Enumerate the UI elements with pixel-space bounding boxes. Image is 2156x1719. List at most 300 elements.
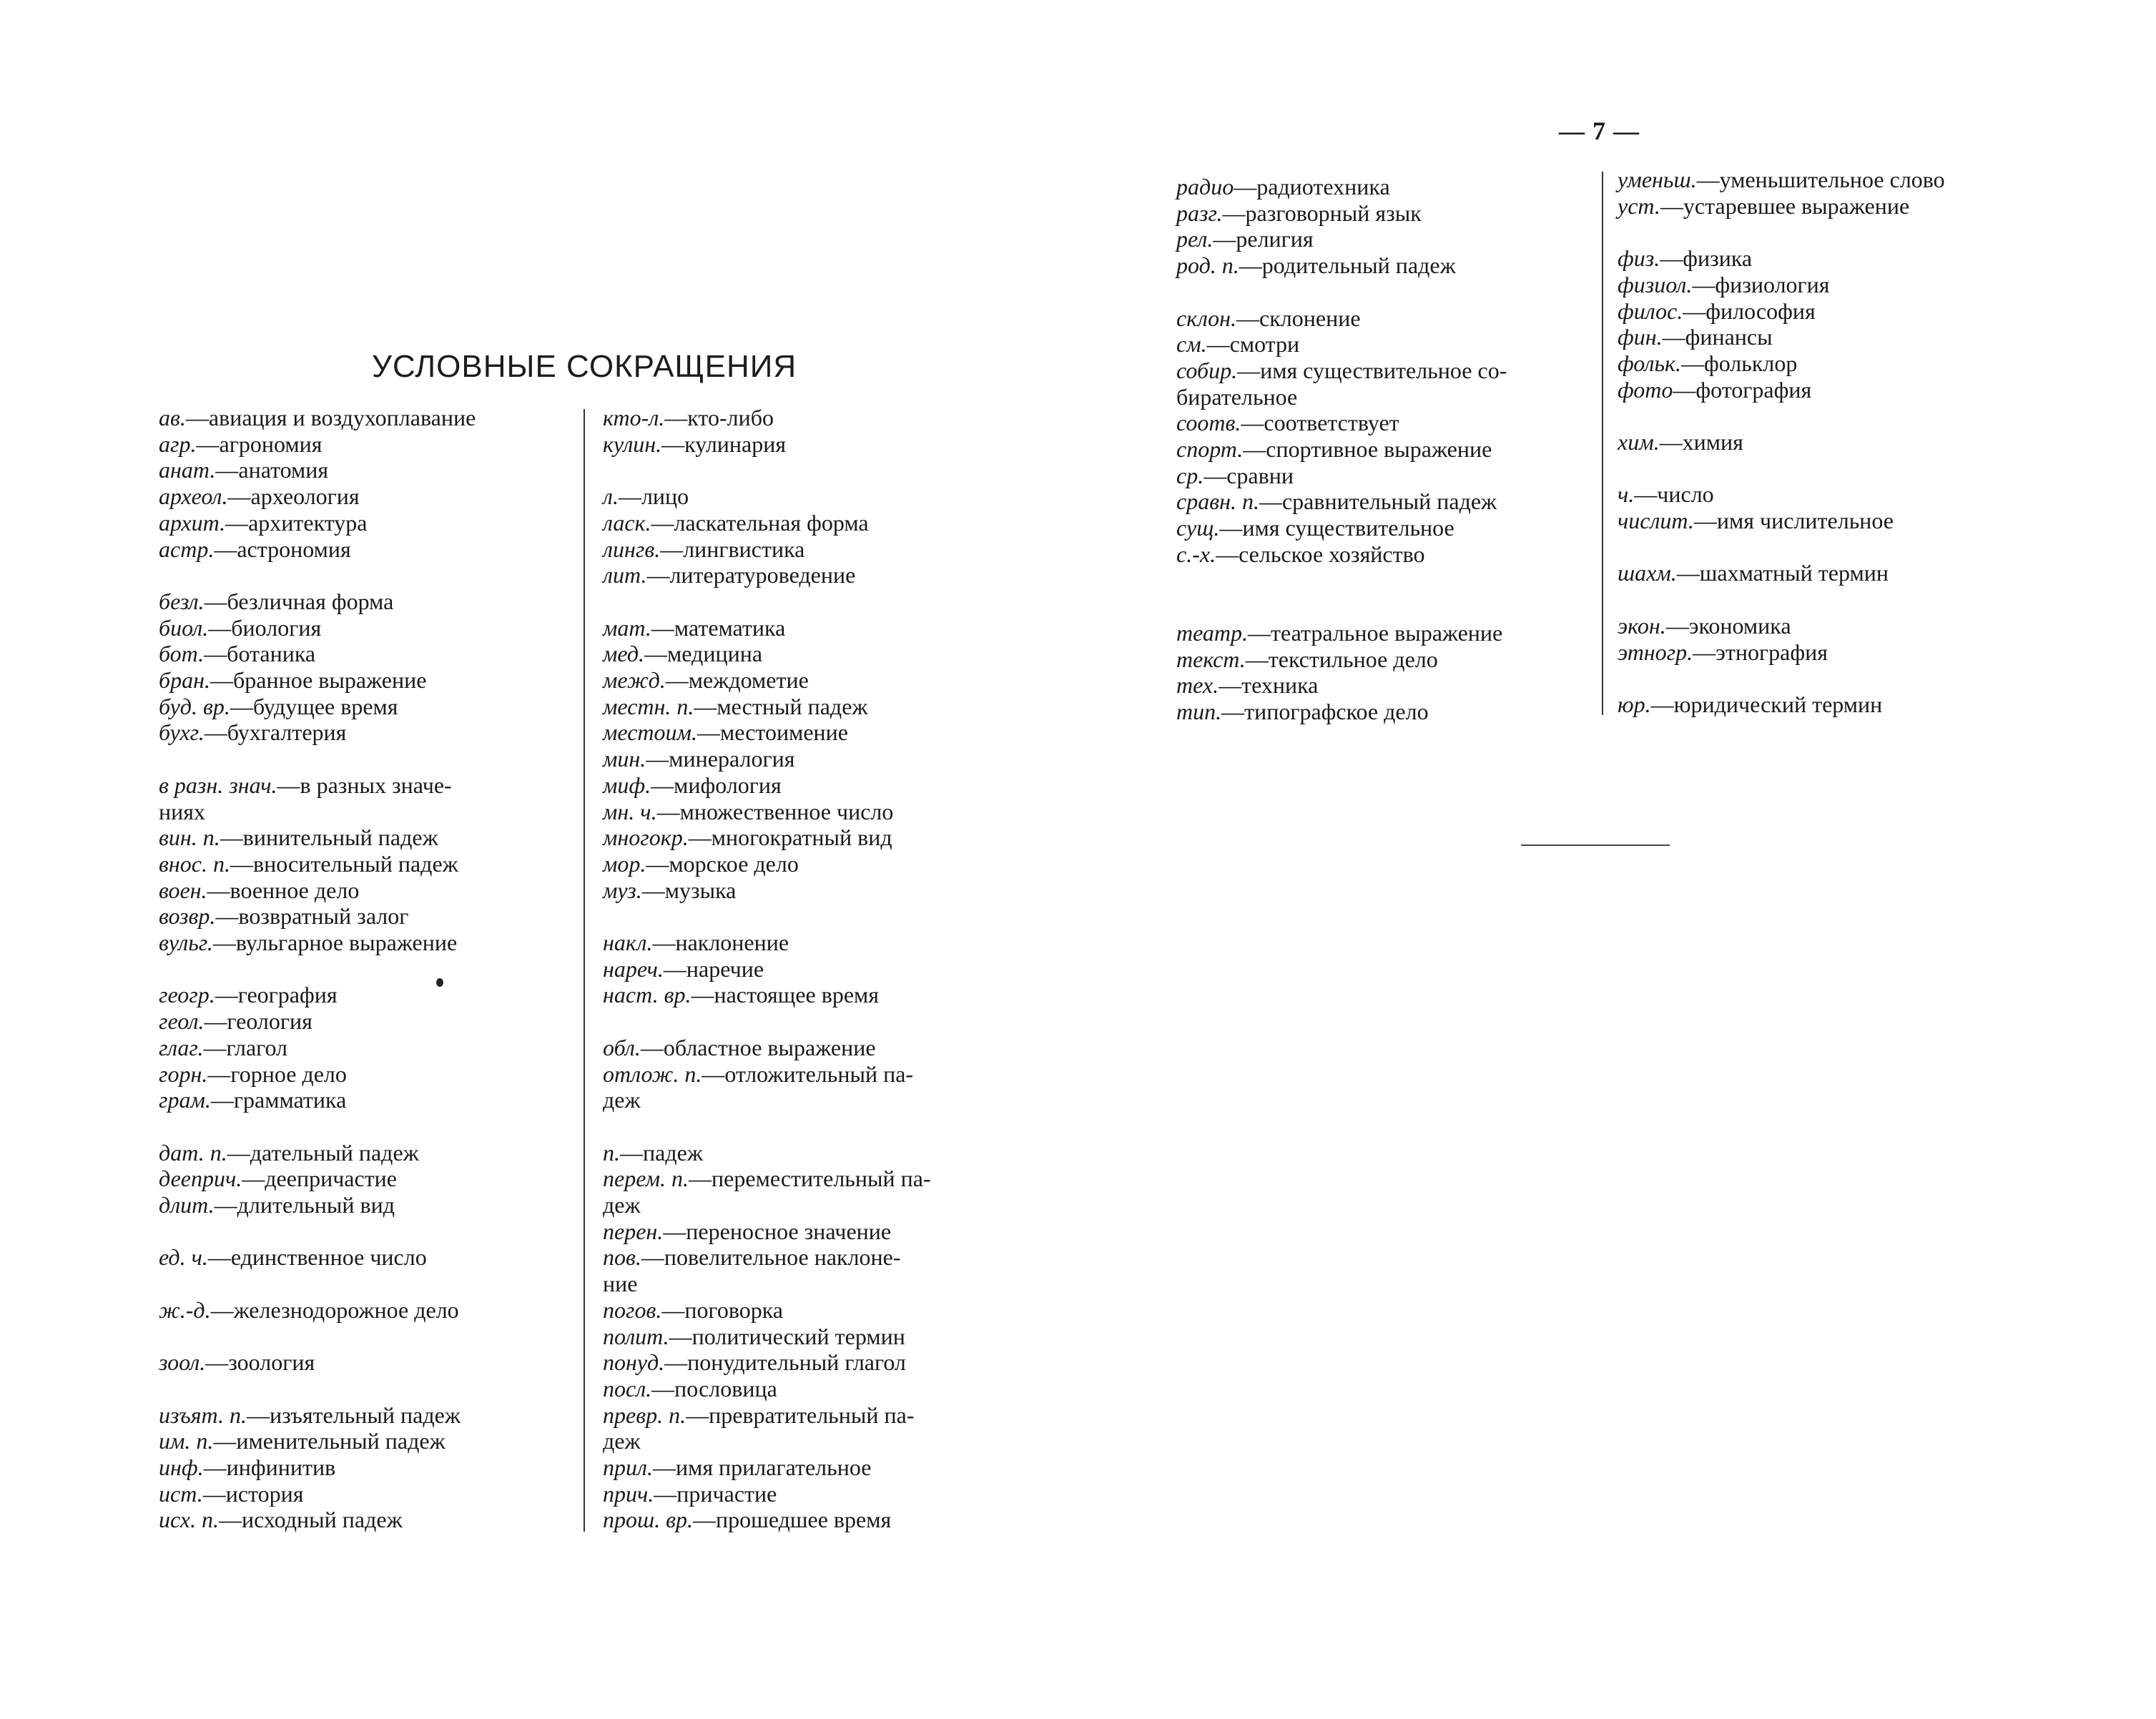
abbreviation-entry [159, 1402, 476, 1429]
abbreviation: мат. [603, 614, 651, 641]
definition: —лицо [618, 483, 689, 510]
definition: —астрономия [214, 536, 351, 562]
definition: —физиология [1692, 271, 1830, 297]
abbreviation: фольк. [1618, 350, 1681, 376]
entry-gap [159, 1113, 476, 1140]
abbreviation: местоим. [603, 719, 697, 746]
abbreviation-entry [603, 1061, 931, 1088]
definition: —литературоведение [646, 562, 856, 588]
abbreviation-entry [159, 1297, 476, 1324]
abbreviation: лингв. [603, 536, 661, 562]
definition: —история [202, 1480, 304, 1507]
abbreviation: биол. [159, 614, 209, 641]
abbreviation-entry [159, 799, 476, 825]
abbreviation: ч. [1618, 481, 1635, 508]
abbreviation: юр. [1618, 691, 1651, 717]
definition: —морское дело [646, 850, 799, 877]
abbreviation: посл. [603, 1375, 652, 1402]
definition: —авиация и воздухоплавание [185, 405, 476, 430]
abbreviation-entry [603, 851, 931, 877]
abbreviation: шахм. [1618, 560, 1677, 586]
abbreviation-entry [603, 799, 931, 825]
definition: —экономика [1665, 612, 1791, 639]
abbreviation-entry [603, 405, 931, 431]
abbreviation-entry [603, 510, 931, 536]
definition: —бранное выражение [210, 667, 427, 694]
abbreviation-entry [1618, 272, 1945, 298]
abbreviation: п. [603, 1139, 620, 1166]
abbreviation: перем. п. [603, 1166, 689, 1192]
abbreviation-entry [1618, 429, 1945, 455]
abbreviation: бухг. [159, 719, 205, 746]
abbreviation-entry [603, 1402, 931, 1429]
definition: —биология [208, 614, 322, 641]
abbreviation-entry [1176, 488, 1507, 515]
abbreviation: вульг. [159, 930, 213, 956]
abbreviation: внос. п. [159, 850, 230, 877]
definition: —изъятельный падеж [247, 1402, 461, 1428]
abbreviation: этногр. [1618, 639, 1693, 665]
abbreviation-entry [159, 930, 476, 956]
abbreviation: вин. п. [159, 824, 220, 851]
abbreviation: понуд. [603, 1349, 665, 1376]
abbreviation-entry [159, 1140, 476, 1166]
definition: —медицина [644, 641, 763, 667]
definition: —число [1634, 481, 1714, 508]
definition: —химия [1659, 429, 1743, 455]
abbreviation-entry [159, 1061, 476, 1088]
definition: —в разных значе- [277, 772, 452, 798]
definition: —сельское хозяйство [1216, 541, 1425, 567]
definition: —причастие [654, 1480, 777, 1507]
abbreviation: театр. [1176, 619, 1248, 646]
abbreviation-entry [1618, 639, 1945, 666]
entry-gap [603, 588, 931, 615]
definition: —горное дело [207, 1060, 347, 1087]
definition: —превратительный па- [686, 1402, 915, 1428]
abbreviation: астр. [159, 536, 215, 562]
definition: —фольклор [1680, 350, 1798, 376]
abbreviation: мед. [603, 641, 645, 667]
definition: деж [603, 1428, 641, 1454]
definition: —шахматный термин [1676, 560, 1889, 586]
abbreviation-entry [1618, 691, 1945, 718]
abbreviation: отлож. п. [603, 1060, 702, 1087]
abbreviation-entry [1176, 305, 1507, 332]
abbreviation: местн. п. [603, 693, 694, 719]
abbreviation-entry [159, 903, 476, 930]
definition: —переместительный па- [689, 1166, 931, 1192]
abbreviation: бран. [159, 667, 210, 694]
abbreviation: прич. [603, 1480, 654, 1507]
definition: —наречие [663, 955, 764, 982]
definition: —религия [1213, 226, 1314, 252]
definition: —глагол [203, 1034, 288, 1060]
abbreviation-entry [1176, 384, 1507, 410]
abbreviation: дееприч. [159, 1166, 242, 1192]
definition: —радиотехника [1234, 174, 1390, 200]
entry-gap [1618, 534, 1945, 561]
definition: —уменьшительное слово [1696, 167, 1945, 192]
abbreviation: сущ. [1176, 515, 1220, 541]
abbreviation: разг. [1176, 200, 1223, 226]
abbreviation-entry [603, 1507, 931, 1533]
column-divider-right [1602, 172, 1603, 715]
abbreviation: муз. [603, 877, 642, 903]
abbreviation: род. п. [1176, 252, 1239, 279]
abbreviation-entry [603, 1192, 931, 1218]
abbreviation-entry [603, 982, 931, 1008]
abbreviation-entry [1618, 481, 1945, 508]
abbreviation: воен. [159, 877, 207, 903]
definition: —ласкательная форма [651, 509, 869, 536]
abbreviation-entry [603, 641, 931, 667]
abbreviation-entry [159, 457, 476, 483]
abbreviation-entry [603, 877, 931, 904]
abbreviation-entry [159, 772, 476, 799]
abbreviation-entry [159, 588, 476, 615]
definition: —мифология [651, 772, 782, 798]
abbreviation: сравн. п. [1176, 488, 1259, 515]
abbreviation: экон. [1618, 612, 1666, 639]
abbreviation-entry [159, 615, 476, 641]
definition: —текстильное дело [1245, 646, 1438, 672]
abbreviation-entry [603, 1376, 931, 1402]
abbreviation: хим. [1618, 429, 1660, 455]
entry-gap [1176, 593, 1507, 620]
abbreviation: ист. [159, 1480, 203, 1507]
abbreviation-entry [159, 1507, 476, 1533]
abbreviation: уст. [1618, 192, 1660, 219]
end-rule [1521, 844, 1670, 846]
column-divider-left [584, 409, 585, 1532]
abbreviation-entry [603, 1087, 931, 1113]
entry-gap [1618, 403, 1945, 429]
print-speck [436, 978, 443, 987]
abbreviation: длит. [159, 1192, 215, 1218]
definition: —дательный падеж [227, 1139, 419, 1166]
abbreviation-entry [1176, 174, 1507, 200]
abbreviation-entry [159, 431, 476, 458]
abbreviation: миф. [603, 772, 651, 798]
abbreviation-entry [159, 1192, 476, 1218]
definition: —минералогия [646, 746, 795, 772]
definition: —винительный падеж [220, 824, 438, 851]
abbreviation: горн. [159, 1060, 208, 1087]
abbreviation-entry [159, 1349, 476, 1376]
abbreviation: накл. [603, 930, 653, 956]
abbreviation: агр. [159, 430, 197, 457]
definition: —сравни [1203, 462, 1294, 488]
abbreviation: текст. [1176, 646, 1246, 672]
definition: —переносное значение [663, 1218, 892, 1244]
abbreviation: архит. [159, 509, 226, 536]
definition: —техника [1219, 672, 1319, 699]
definition: —философия [1683, 297, 1816, 324]
abbreviation: межд. [603, 667, 666, 693]
abbreviation: ж.-д. [159, 1296, 211, 1323]
abbreviation-entry [159, 851, 476, 877]
definition: —агрономия [196, 430, 323, 457]
abbreviation-entry [1618, 377, 1945, 403]
abbreviation-entry [1176, 358, 1507, 384]
entry-gap [1176, 568, 1507, 594]
abbreviation: буд. вр. [159, 693, 230, 719]
abbreviation-entry [159, 982, 476, 1008]
abbreviation: превр. п. [603, 1402, 686, 1428]
abbreviation-entry [159, 667, 476, 694]
abbreviation-entry [1618, 167, 1945, 193]
definition: —юридический термин [1650, 691, 1883, 717]
definition: —понудительный глагол [664, 1349, 906, 1376]
abbreviation: с.-х. [1176, 541, 1216, 567]
definition: —математика [651, 614, 786, 641]
abbreviations-column-3 [1176, 174, 1507, 725]
abbreviation: тех. [1176, 672, 1219, 699]
abbreviation-entry [603, 1428, 931, 1454]
abbreviation-entry [603, 1035, 931, 1061]
abbreviation-entry [1176, 252, 1507, 279]
abbreviation-entry [159, 641, 476, 667]
definition: —падеж [620, 1139, 703, 1166]
definition: —физика [1660, 245, 1753, 272]
definition: ниях [159, 798, 205, 824]
abbreviation-entry [603, 1218, 931, 1245]
definition: —возвратный залог [215, 903, 409, 930]
entry-gap [159, 746, 476, 772]
abbreviation-entry [1618, 193, 1945, 220]
abbreviation: фин. [1618, 324, 1663, 350]
definition: —вносительный падеж [230, 850, 458, 877]
definition: —повелительное наклоне- [641, 1244, 901, 1271]
entry-gap [159, 562, 476, 588]
definition: —железнодорожное дело [210, 1296, 459, 1323]
definition: —наклонение [652, 930, 789, 956]
abbreviation-entry [159, 1166, 476, 1192]
entry-gap [159, 956, 476, 982]
definition: —театральное выражение [1248, 619, 1503, 646]
abbreviation: анат. [159, 457, 216, 483]
entry-gap [159, 1324, 476, 1350]
abbreviation: спорт. [1176, 436, 1244, 463]
abbreviation-entry [1618, 245, 1945, 272]
definition: —имя числительное [1693, 508, 1894, 534]
abbreviation: уменьш. [1618, 167, 1697, 192]
entry-gap [1618, 586, 1945, 613]
abbreviation-entry [603, 1324, 931, 1350]
definition: —ботаника [204, 641, 316, 667]
abbreviation-entry [603, 772, 931, 799]
abbreviation-entry [603, 956, 931, 982]
definition: —междометие [665, 667, 809, 693]
abbreviation: безл. [159, 588, 205, 614]
entry-gap [1618, 455, 1945, 482]
definition: —политический термин [669, 1323, 905, 1349]
definition: —разговорный язык [1222, 200, 1422, 226]
abbreviation: обл. [603, 1034, 641, 1060]
definition: —имя прилагательное [652, 1454, 872, 1481]
abbreviation-entry [1176, 226, 1507, 252]
abbreviation-entry [603, 1244, 931, 1271]
abbreviation-entry [603, 1481, 931, 1507]
abbreviation-entry [159, 719, 476, 746]
definition: —геология [204, 1008, 312, 1035]
definition: —именительный падеж [213, 1428, 446, 1454]
abbreviation: ласк. [603, 509, 651, 536]
definition: —вульгарное выражение [212, 930, 458, 956]
abbreviations-column-1 [159, 405, 476, 1533]
abbreviation: фото [1618, 376, 1673, 403]
abbreviation: числит. [1618, 508, 1694, 534]
abbreviation-entry [1176, 646, 1507, 673]
abbreviation-entry [603, 719, 931, 746]
abbreviation: возвр. [159, 903, 216, 930]
abbreviation-entry [603, 1140, 931, 1166]
abbreviation-entry [159, 824, 476, 851]
definition: —соответствует [1241, 410, 1399, 436]
abbreviation-entry [603, 536, 931, 563]
definition: —множественное число [656, 798, 894, 824]
abbreviation-entry [1176, 541, 1507, 568]
definition: деж [603, 1192, 641, 1218]
definition: —многократный вид [688, 824, 892, 851]
definition: —устаревшее выражение [1660, 192, 1910, 219]
abbreviation: см. [1176, 331, 1207, 358]
abbreviation-entry [159, 510, 476, 536]
definition: —фотография [1673, 376, 1812, 403]
definition: —поговорка [661, 1296, 783, 1323]
definition: —этнография [1693, 639, 1828, 665]
abbreviation: инф. [159, 1454, 204, 1480]
definition: —смотри [1206, 331, 1300, 358]
abbreviation-entry [159, 405, 476, 431]
abbreviation: перен. [603, 1218, 664, 1244]
definition: —местоимение [696, 719, 848, 746]
abbreviation-entry [159, 1035, 476, 1061]
abbreviation-entry [603, 667, 931, 694]
abbreviations-column-2 [603, 405, 931, 1533]
definition: —инфинитив [203, 1454, 336, 1480]
abbreviation-entry [159, 1244, 476, 1271]
definition: —кто-либо [664, 405, 774, 430]
entry-gap [1618, 665, 1945, 691]
abbreviation-entry [1176, 200, 1507, 227]
abbreviation: тип. [1176, 699, 1222, 725]
abbreviation: физиол. [1618, 271, 1693, 297]
abbreviation-entry [1618, 613, 1945, 639]
abbreviation-entry [603, 483, 931, 510]
abbreviation-entry [603, 1297, 931, 1324]
definition: деж [603, 1087, 641, 1113]
definition: —сравнительный падеж [1259, 488, 1497, 515]
abbreviation-entry [159, 1481, 476, 1507]
abbreviation-entry [603, 1271, 931, 1297]
abbreviation: в разн. знач. [159, 772, 277, 798]
definition: —будущее время [230, 693, 398, 719]
definition: —областное выражение [640, 1034, 876, 1060]
abbreviation: филос. [1618, 297, 1683, 324]
abbreviation-entry [603, 1166, 931, 1192]
definition: —грамматика [210, 1087, 347, 1113]
page-number: — 7 — [1559, 117, 1640, 145]
abbreviation: склон. [1176, 305, 1237, 331]
abbreviation-entry [159, 1428, 476, 1454]
definition: —единственное число [207, 1244, 427, 1271]
abbreviations-column-4 [1618, 167, 1945, 718]
definition: —финансы [1662, 324, 1773, 350]
definition: —бухгалтерия [204, 719, 347, 746]
abbreviation-entry [603, 615, 931, 641]
definition: —прошедшее время [693, 1507, 892, 1533]
entry-gap [603, 903, 931, 930]
abbreviation-entry [1618, 350, 1945, 377]
page-title: УСЛОВНЫЕ СОКРАЩЕНИЯ [372, 349, 797, 384]
abbreviation-entry [603, 824, 931, 851]
abbreviation: кто-л. [603, 405, 665, 430]
abbreviation: мин. [603, 746, 646, 772]
abbreviation-entry [159, 1087, 476, 1113]
abbreviation: ед. ч. [159, 1244, 208, 1271]
definition: —анатомия [215, 457, 329, 483]
abbreviation: наст. вр. [603, 982, 691, 1008]
abbreviation-entry [1176, 436, 1507, 463]
abbreviation-entry [1176, 515, 1507, 541]
abbreviation-entry [159, 536, 476, 563]
definition: бирательное [1176, 383, 1298, 410]
abbreviation: им. п. [159, 1428, 214, 1454]
abbreviation: глаг. [159, 1034, 204, 1060]
definition: —длительный вид [214, 1192, 395, 1218]
entry-gap [159, 1376, 476, 1402]
abbreviation-entry [1176, 463, 1507, 489]
abbreviation-entry [1176, 620, 1507, 646]
definition: —настоящее время [691, 982, 879, 1008]
abbreviation-entry [603, 1454, 931, 1481]
abbreviation-entry [603, 746, 931, 772]
definition: —имя существительное со- [1237, 357, 1507, 383]
abbreviation: прош. вр. [603, 1507, 694, 1533]
abbreviation: грам. [159, 1087, 211, 1113]
definition: —склонение [1236, 305, 1361, 331]
abbreviation: геогр. [159, 982, 215, 1008]
definition: —отложительный па- [702, 1060, 914, 1087]
definition: —исходный падеж [218, 1507, 403, 1533]
definition: —кулинария [661, 430, 787, 457]
entry-gap [1176, 279, 1507, 305]
definition: —архитектура [225, 509, 368, 536]
abbreviation-entry [603, 431, 931, 458]
definition: —местный падеж [694, 693, 868, 719]
definition: —археология [227, 483, 360, 510]
abbreviation-entry [1618, 324, 1945, 350]
abbreviation: собир. [1176, 357, 1238, 383]
entry-gap [1618, 219, 1945, 245]
definition: —музыка [641, 877, 737, 903]
definition: —безличная форма [204, 588, 394, 614]
abbreviation-entry [1176, 699, 1507, 725]
entry-gap [159, 1271, 476, 1297]
abbreviation: геол. [159, 1008, 205, 1035]
abbreviation: зоол. [159, 1349, 206, 1376]
abbreviation: полит. [603, 1323, 669, 1349]
abbreviation: прил. [603, 1454, 653, 1481]
abbreviation-entry [603, 1349, 931, 1376]
abbreviation-entry [159, 694, 476, 720]
abbreviation-entry [1618, 560, 1945, 586]
definition: —родительный падеж [1239, 252, 1456, 279]
entry-gap [603, 1008, 931, 1035]
abbreviation: изъят. п. [159, 1402, 247, 1428]
